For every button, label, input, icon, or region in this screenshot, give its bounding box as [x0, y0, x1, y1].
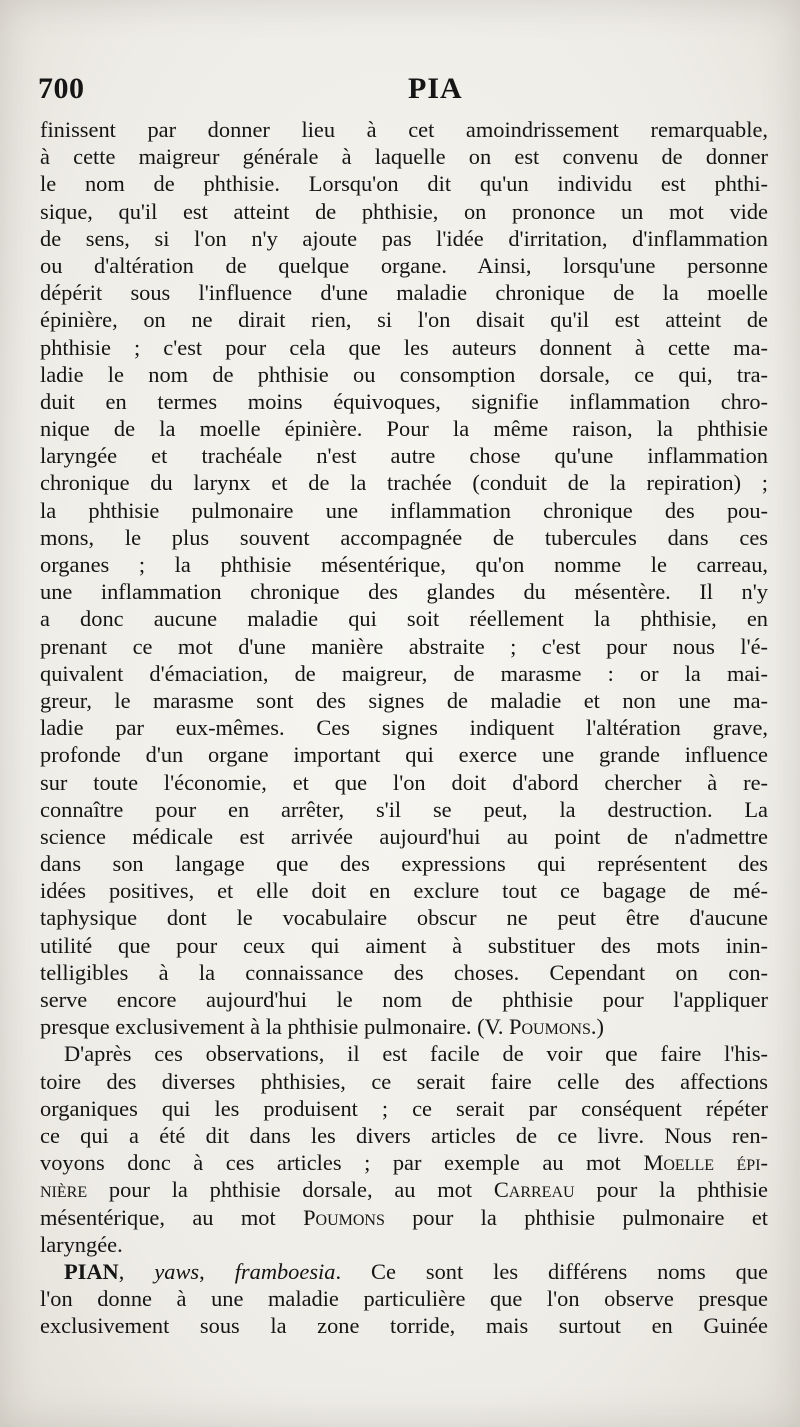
text-run: D'après ces observations, il est facile de voir que faire l'his- [64, 1041, 768, 1067]
text-run: utilité que pour ceux qui aiment à substituer des mots inin- [40, 932, 768, 958]
text-line [40, 415, 768, 442]
text-run: une inflammation chronique des glandes du mésentère. Il n'y [40, 579, 768, 605]
text-line [40, 1013, 768, 1040]
text-line [40, 1285, 768, 1312]
text-run: duit en termes moins équivoques, signifie inflammation chro- [40, 388, 768, 414]
text-run: ce qui a été dit dans les divers articles de ce livre. Nous ren- [40, 1122, 768, 1148]
text-line [40, 170, 768, 197]
text-line [40, 932, 768, 959]
text-run: exclusivement sous la zone torride, mais surtout en Guinée [40, 1313, 768, 1339]
text-run: laryngée et trachéale n'est autre chose qu'une inflammation [40, 443, 768, 469]
text-run: voyons donc à ces articles ; par exemple au mot [40, 1150, 644, 1176]
text-line [40, 1040, 768, 1067]
text-line [40, 279, 768, 306]
text-line [40, 823, 768, 850]
text-run: prenant ce mot d'une manière abstraite ; c'est pour nous l'é- [40, 633, 768, 659]
text-run: ou d'altération de quelque organe. Ainsi, lorsqu'une personne [40, 252, 768, 278]
text-line [40, 1122, 768, 1149]
text-line [40, 469, 768, 496]
text-run: a donc aucune maladie qui soit réellement la phthisie, en [40, 606, 768, 632]
text-run: nière [40, 1177, 88, 1203]
text-run: dans son langage que des expressions qui représentent des [40, 851, 768, 877]
text-line [40, 116, 768, 143]
text-run: dépérit sous l'influence d'une maladie chronique de la moelle [40, 280, 768, 306]
text-run: laryngée. [40, 1231, 123, 1257]
text-run: serve encore aujourd'hui le nom de phthisie pour l'appliquer [40, 987, 768, 1012]
text-run: profonde d'un organe important qui exerce une grande influence [40, 742, 768, 768]
text-run: sique, qu'il est atteint de phthisie, on prononce un mot vide [40, 198, 768, 224]
text-run: connaître pour en arrêter, s'il se peut, la destruction. La [40, 796, 768, 822]
text-run: telligibles à la connaissance des choses. Cependant on con- [40, 959, 768, 985]
text-line [40, 388, 768, 415]
text-run: idées positives, et elle doit en exclure tout ce bagage de mé- [40, 878, 768, 904]
body-text [40, 116, 768, 1339]
text-run: quivalent d'émaciation, de maigreur, de marasme : or la mai- [40, 660, 768, 686]
text-run: pour la phthisie dorsale, au mot [87, 1177, 494, 1203]
text-line [40, 198, 768, 225]
text-line [40, 1095, 768, 1122]
text-run: épinière, on ne dirait rien, si l'on disait qu'il est atteint de [40, 307, 768, 333]
text-line [40, 1068, 768, 1095]
text-run: , [199, 1258, 235, 1284]
text-line [40, 1231, 768, 1258]
text-run: Moelle épi- [643, 1150, 768, 1176]
text-run: de sens, si l'on n'y ajoute pas l'idée d'irritation, d'inflammation [40, 225, 768, 251]
text-run: organiques qui les produisent ; ce serait par conséquent répéter [40, 1095, 768, 1121]
text-run: mons, le plus souvent accompagnée de tubercules dans ces [40, 524, 768, 550]
text-run: à cette maigreur générale à laquelle on est convenu de donner [40, 144, 768, 170]
running-head: PIA [408, 72, 463, 105]
text-line [40, 904, 768, 931]
text-run: organes ; la phthisie mésentérique, qu'on nomme le carreau, [40, 552, 768, 577]
text-run: presque exclusivement à la phthisie pulmonaire. (V. [40, 1014, 510, 1040]
text-run: ladie le nom de phthisie ou consomption dorsale, ce qui, tra- [40, 361, 768, 387]
text-line [40, 578, 768, 605]
text-line [40, 741, 768, 768]
text-line [40, 361, 768, 388]
text-line [40, 1176, 768, 1203]
text-line [40, 605, 768, 632]
text-run: Carreau [493, 1177, 575, 1203]
text-run: greur, le marasme sont des signes de maladie et non une ma- [40, 687, 768, 713]
text-run: l'on donne à une maladie particulière que l'on observe presque [40, 1286, 768, 1312]
text-line [40, 442, 768, 469]
text-line [40, 225, 768, 252]
text-run: finissent par donner lieu à cet amoindrissement remarquable, [40, 117, 768, 142]
text-line [40, 796, 768, 823]
text-line [40, 959, 768, 986]
text-line [40, 850, 768, 877]
page-header [38, 72, 778, 112]
text-run: nique de la moelle épinière. Pour la même raison, la phthisie [40, 416, 768, 442]
text-run: toire des diverses phthisies, ce serait faire celle des affections [40, 1068, 768, 1094]
text-run: le nom de phthisie. Lorsqu'on dit qu'un individu est phthi- [40, 171, 768, 197]
text-run: framboesia [234, 1258, 336, 1284]
text-run: pour la phthisie pulmonaire et [384, 1204, 768, 1230]
text-line [40, 143, 768, 170]
text-run: yaws [154, 1258, 200, 1284]
text-line [40, 877, 768, 904]
text-line [40, 306, 768, 333]
text-run: la phthisie pulmonaire une inflammation chronique des pou- [40, 497, 768, 523]
text-line [40, 1312, 768, 1339]
text-line [40, 1204, 768, 1231]
text-line [40, 1258, 768, 1285]
text-run: PIAN [64, 1258, 119, 1284]
text-run: taphysique dont le vocabulaire obscur ne peut être d'aucune [40, 905, 768, 931]
text-run: pour la phthisie [574, 1177, 768, 1203]
text-run: .) [590, 1014, 604, 1040]
text-line [40, 252, 768, 279]
text-run: mésentérique, au mot [40, 1204, 304, 1230]
text-line [40, 334, 768, 361]
text-line [40, 551, 768, 578]
text-run: phthisie ; c'est pour cela que les auteurs donnent à cette ma- [40, 334, 768, 360]
text-run: sur toute l'économie, et que l'on doit d'abord chercher à re- [40, 769, 768, 795]
text-run: . Ce sont les différens noms que [335, 1258, 768, 1284]
text-run: science médicale est arrivée aujourd'hui au point de n'admettre [40, 823, 768, 849]
page-number: 700 [38, 72, 85, 105]
text-line [40, 986, 768, 1013]
text-line [40, 633, 768, 660]
text-line [40, 769, 768, 796]
text-run: Poumons [509, 1014, 591, 1040]
text-run: ladie par eux-mêmes. Ces signes indiquent l'altération grave, [40, 715, 768, 741]
text-line [40, 1149, 768, 1176]
text-line [40, 714, 768, 741]
text-run: , [118, 1258, 155, 1284]
text-line [40, 660, 768, 687]
text-run: Poumons [303, 1204, 385, 1230]
text-line [40, 524, 768, 551]
text-line [40, 687, 768, 714]
text-run: chronique du larynx et de la trachée (conduit de la repiration) ; [40, 470, 768, 496]
text-line [40, 497, 768, 524]
